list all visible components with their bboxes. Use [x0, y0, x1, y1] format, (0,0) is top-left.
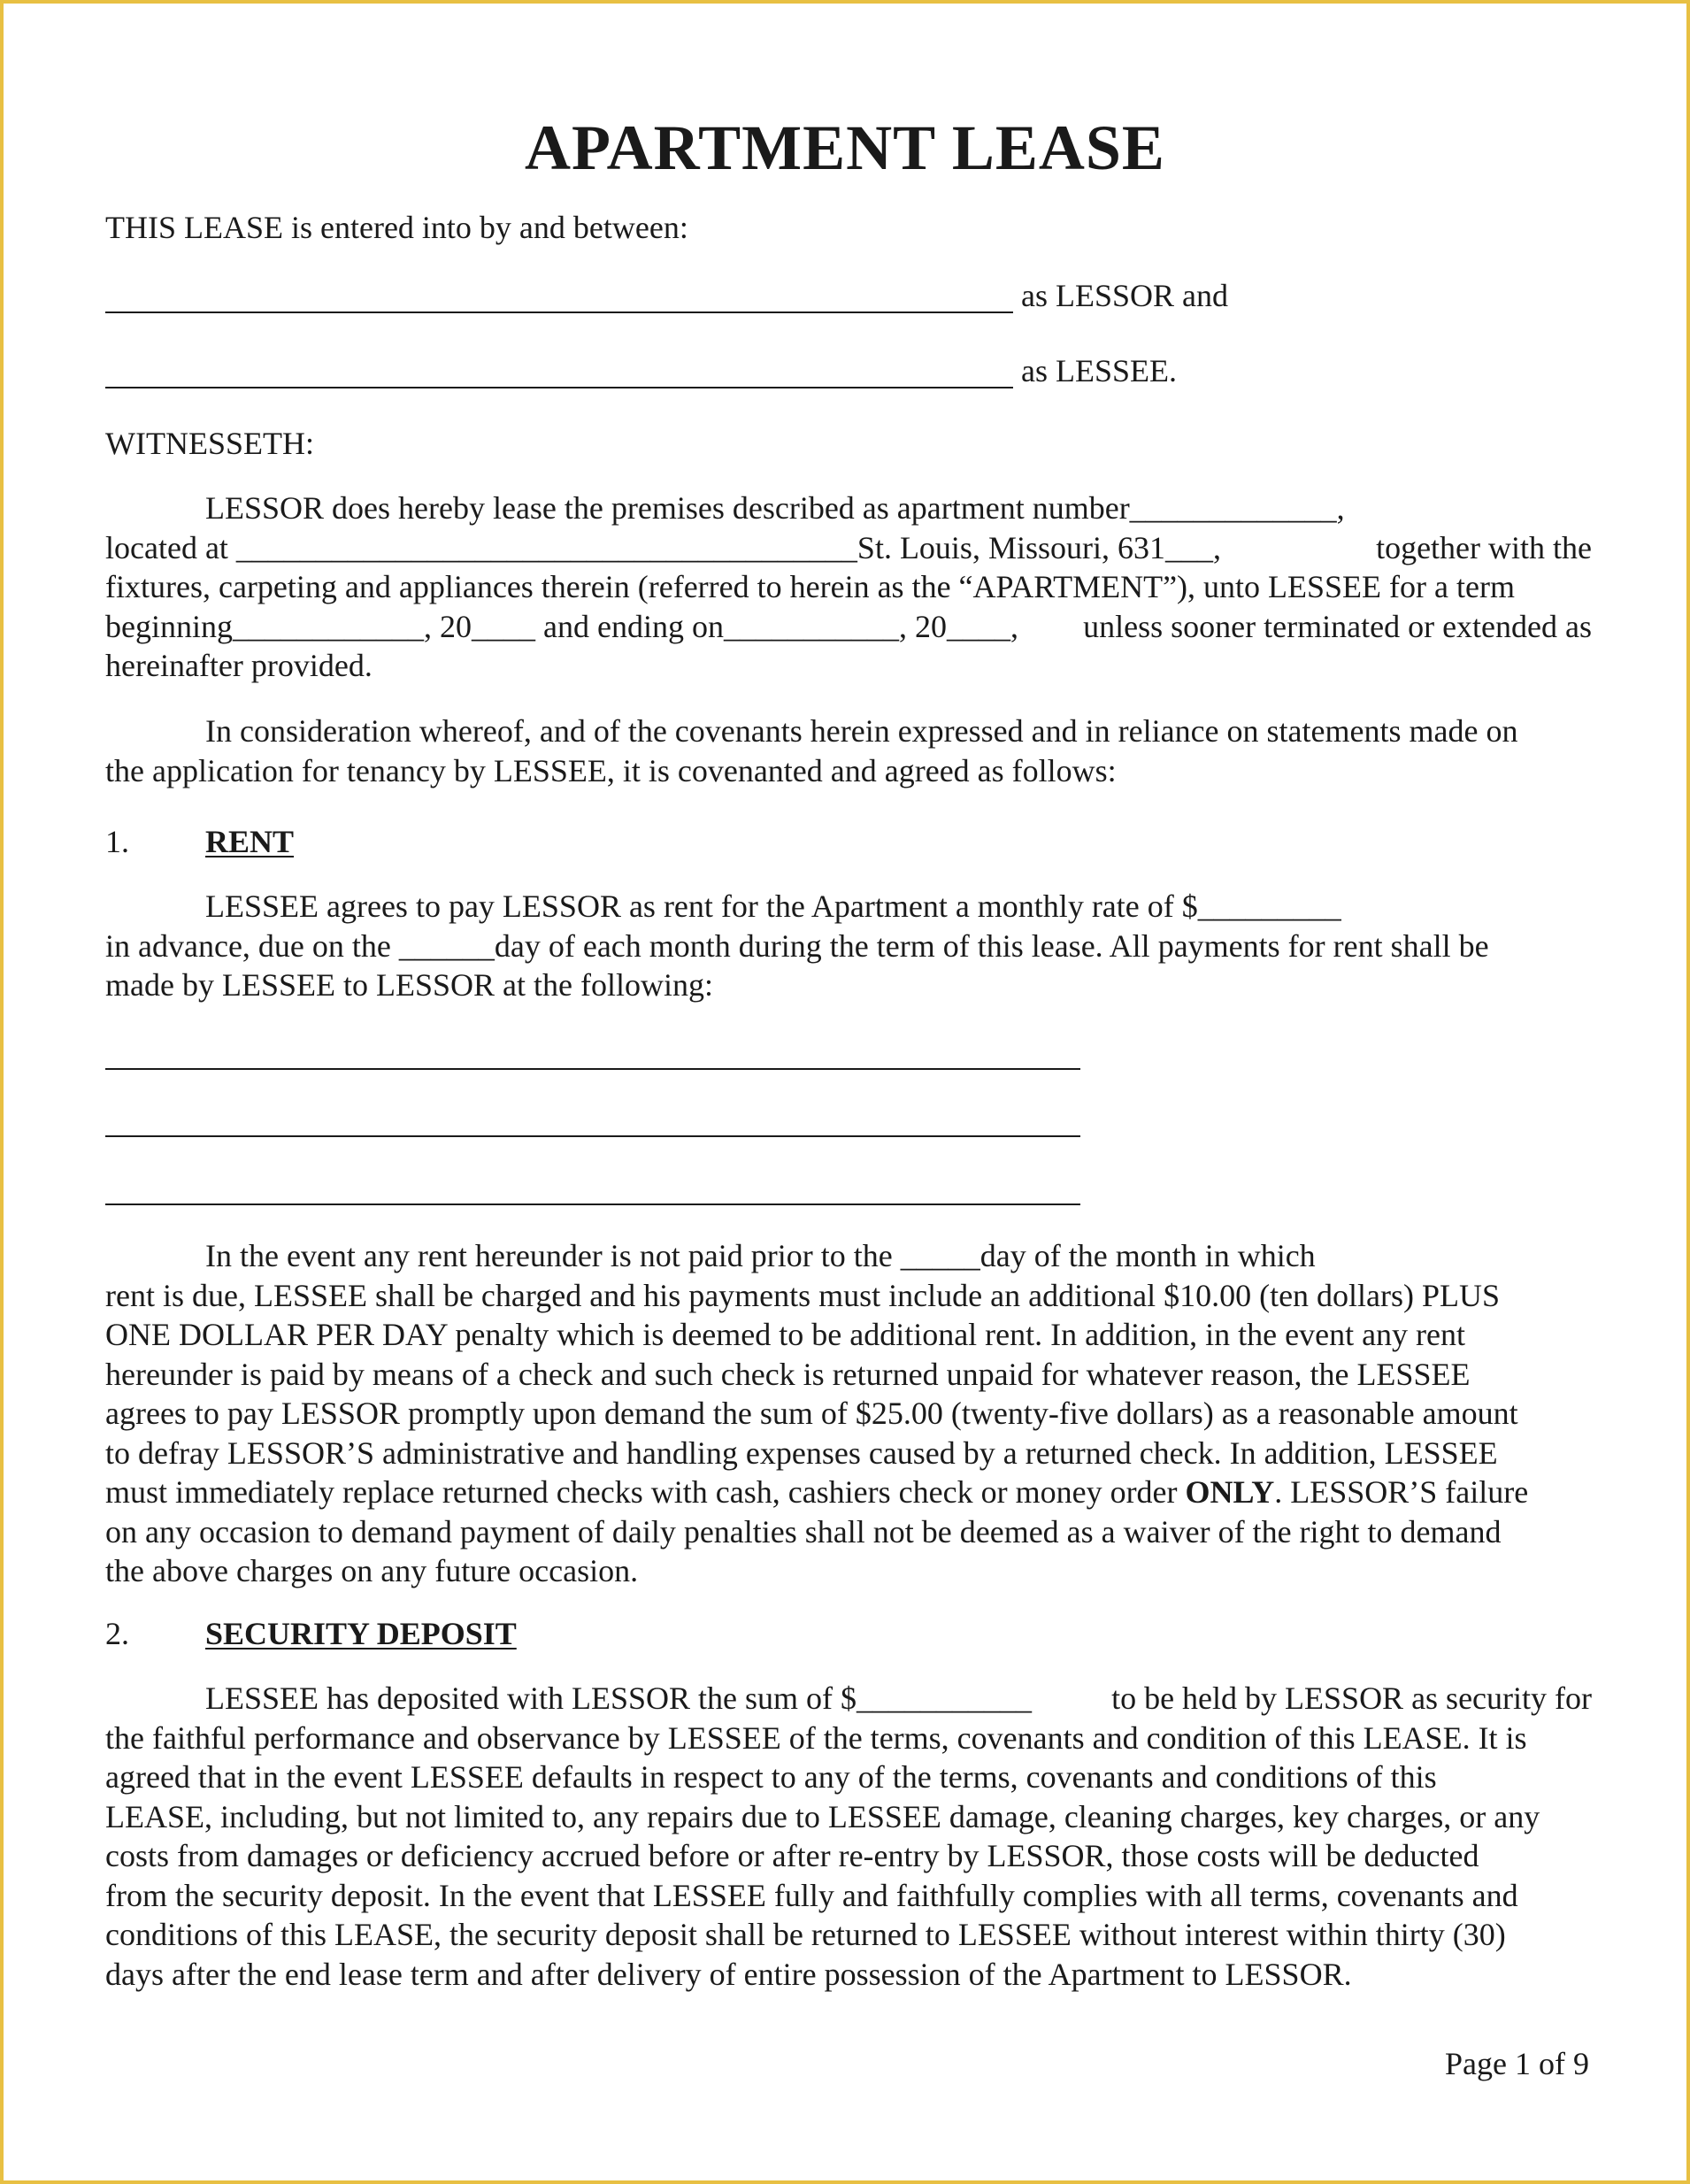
premises-line-segment: located at _______________________________________St. Louis, Missouri, 631___,	[105, 529, 1221, 565]
late-rent-line: the above charges on any future occasion.	[105, 1553, 639, 1588]
deposit-line: costs from damages or deficiency accrued before or after re-entry by LESSOR, those costs will be deducted	[105, 1838, 1479, 1873]
deposit-line: LEASE, including, but not limited to, any repairs due to LESSEE damage, cleaning charges, key charges, or any	[105, 1798, 1540, 1834]
lessee-label: as LESSEE.	[1021, 353, 1177, 388]
page-number: Page 1 of 9	[1445, 2046, 1589, 2081]
premises-paragraph	[105, 488, 1592, 686]
late-rent-line: In the event any rent hereunder is not paid prior to the _____day of the month in which	[205, 1238, 1316, 1273]
security-deposit-paragraph	[105, 1679, 1592, 1994]
late-rent-line: ONE DOLLAR PER DAY penalty which is deemed to be additional rent. In addition, in the event any rent	[105, 1317, 1466, 1352]
premises-line-segment: beginning____________, 20____ and ending on___________, 20____,	[105, 608, 1018, 644]
late-rent-line: on any occasion to demand payment of daily penalties shall not be deemed as a waiver of the right to demand	[105, 1513, 1502, 1550]
premises-line-segment: unless sooner terminated or extended as	[1083, 608, 1592, 644]
late-rent-text: must immediately replace returned checks with cash, cashiers check or money order	[105, 1474, 1178, 1510]
document-title: APARTMENT LEASE	[525, 112, 1165, 183]
deposit-line	[105, 1679, 1592, 1719]
late-rent-line: rent is due, LESSEE shall be charged and his payments must include an additional $10.00 (ten dollars) PLUS	[105, 1277, 1501, 1313]
section-number: 1.	[105, 824, 129, 859]
lessor-label: as LESSOR and	[1021, 278, 1228, 313]
late-rent-line: hereunder is paid by means of a check and such check is returned unpaid for whatever reason, the LESSEE	[105, 1356, 1471, 1392]
consideration-line: In consideration whereof, and of the covenants herein expressed and in reliance on statements made on	[205, 713, 1518, 749]
lessor-name-blank[interactable]	[105, 311, 1013, 313]
rent-paragraph	[105, 887, 1592, 1005]
payment-address-blank[interactable]	[105, 1204, 1080, 1205]
late-rent-line: to defray LESSOR’S administrative and handling expenses caused by a returned check. In addition, LESSEE	[105, 1434, 1498, 1471]
premises-line-segment: together with the	[1376, 529, 1592, 565]
deposit-line: agreed that in the event LESSEE defaults in respect to any of the terms, covenants and conditions of this	[105, 1759, 1437, 1795]
section-number: 2.	[105, 1616, 129, 1651]
premises-line	[105, 607, 1592, 647]
deposit-line: conditions of this LEASE, the security deposit shall be returned to LESSEE without interest within thirty (30)	[105, 1917, 1506, 1952]
late-rent-line	[105, 1473, 1592, 1512]
late-rent-line: agrees to pay LESSOR promptly upon demand the sum of $25.00 (twenty-five dollars) as a reasonable amount	[105, 1396, 1518, 1431]
premises-line: fixtures, carpeting and appliances therein (referred to herein as the “APARTMENT”), unto LESSEE for a term	[105, 569, 1515, 604]
deposit-line-segment: LESSEE has deposited with LESSOR the sum of $___________	[205, 1680, 1032, 1716]
deposit-line: days after the end lease term and after delivery of entire possession of the Apartment to LESSOR.	[105, 1956, 1352, 1992]
rent-line: LESSEE agrees to pay LESSOR as rent for the Apartment a monthly rate of $_________	[205, 888, 1341, 924]
premises-line: hereinafter provided.	[105, 648, 373, 683]
section-heading-rent: RENT	[205, 824, 295, 859]
payment-address-blank[interactable]	[105, 1068, 1080, 1070]
premises-line: LESSOR does hereby lease the premises described as apartment number_____________,	[205, 490, 1345, 526]
consideration-line: the application for tenancy by LESSEE, it is covenanted and agreed as follows:	[105, 752, 1117, 788]
section-heading-security-deposit: SECURITY DEPOSIT	[205, 1616, 517, 1651]
late-rent-paragraph	[105, 1236, 1592, 1591]
payment-address-blank[interactable]	[105, 1135, 1080, 1137]
witnesseth-label: WITNESSETH:	[105, 426, 314, 461]
deposit-line-segment: to be held by LESSOR as security for	[1111, 1680, 1592, 1716]
consideration-paragraph	[105, 711, 1592, 790]
deposit-line: from the security deposit. In the event that LESSEE fully and faithfully complies with all terms, covenants and	[105, 1877, 1518, 1913]
lessee-name-blank[interactable]	[105, 387, 1013, 388]
intro-text: THIS LEASE is entered into by and between:	[105, 210, 688, 245]
emphasis-only: ONLY	[1185, 1474, 1275, 1510]
deposit-line: the faithful performance and observance by LESSEE of the terms, covenants and condition of this LEASE. It is	[105, 1719, 1527, 1756]
rent-line: in advance, due on the ______day of each month during the term of this lease. All payments for rent shall be	[105, 927, 1489, 964]
late-rent-text: . LESSOR’S failure	[1274, 1474, 1529, 1510]
rent-line: made by LESSEE to LESSOR at the following:	[105, 967, 713, 1003]
premises-line	[105, 528, 1592, 568]
